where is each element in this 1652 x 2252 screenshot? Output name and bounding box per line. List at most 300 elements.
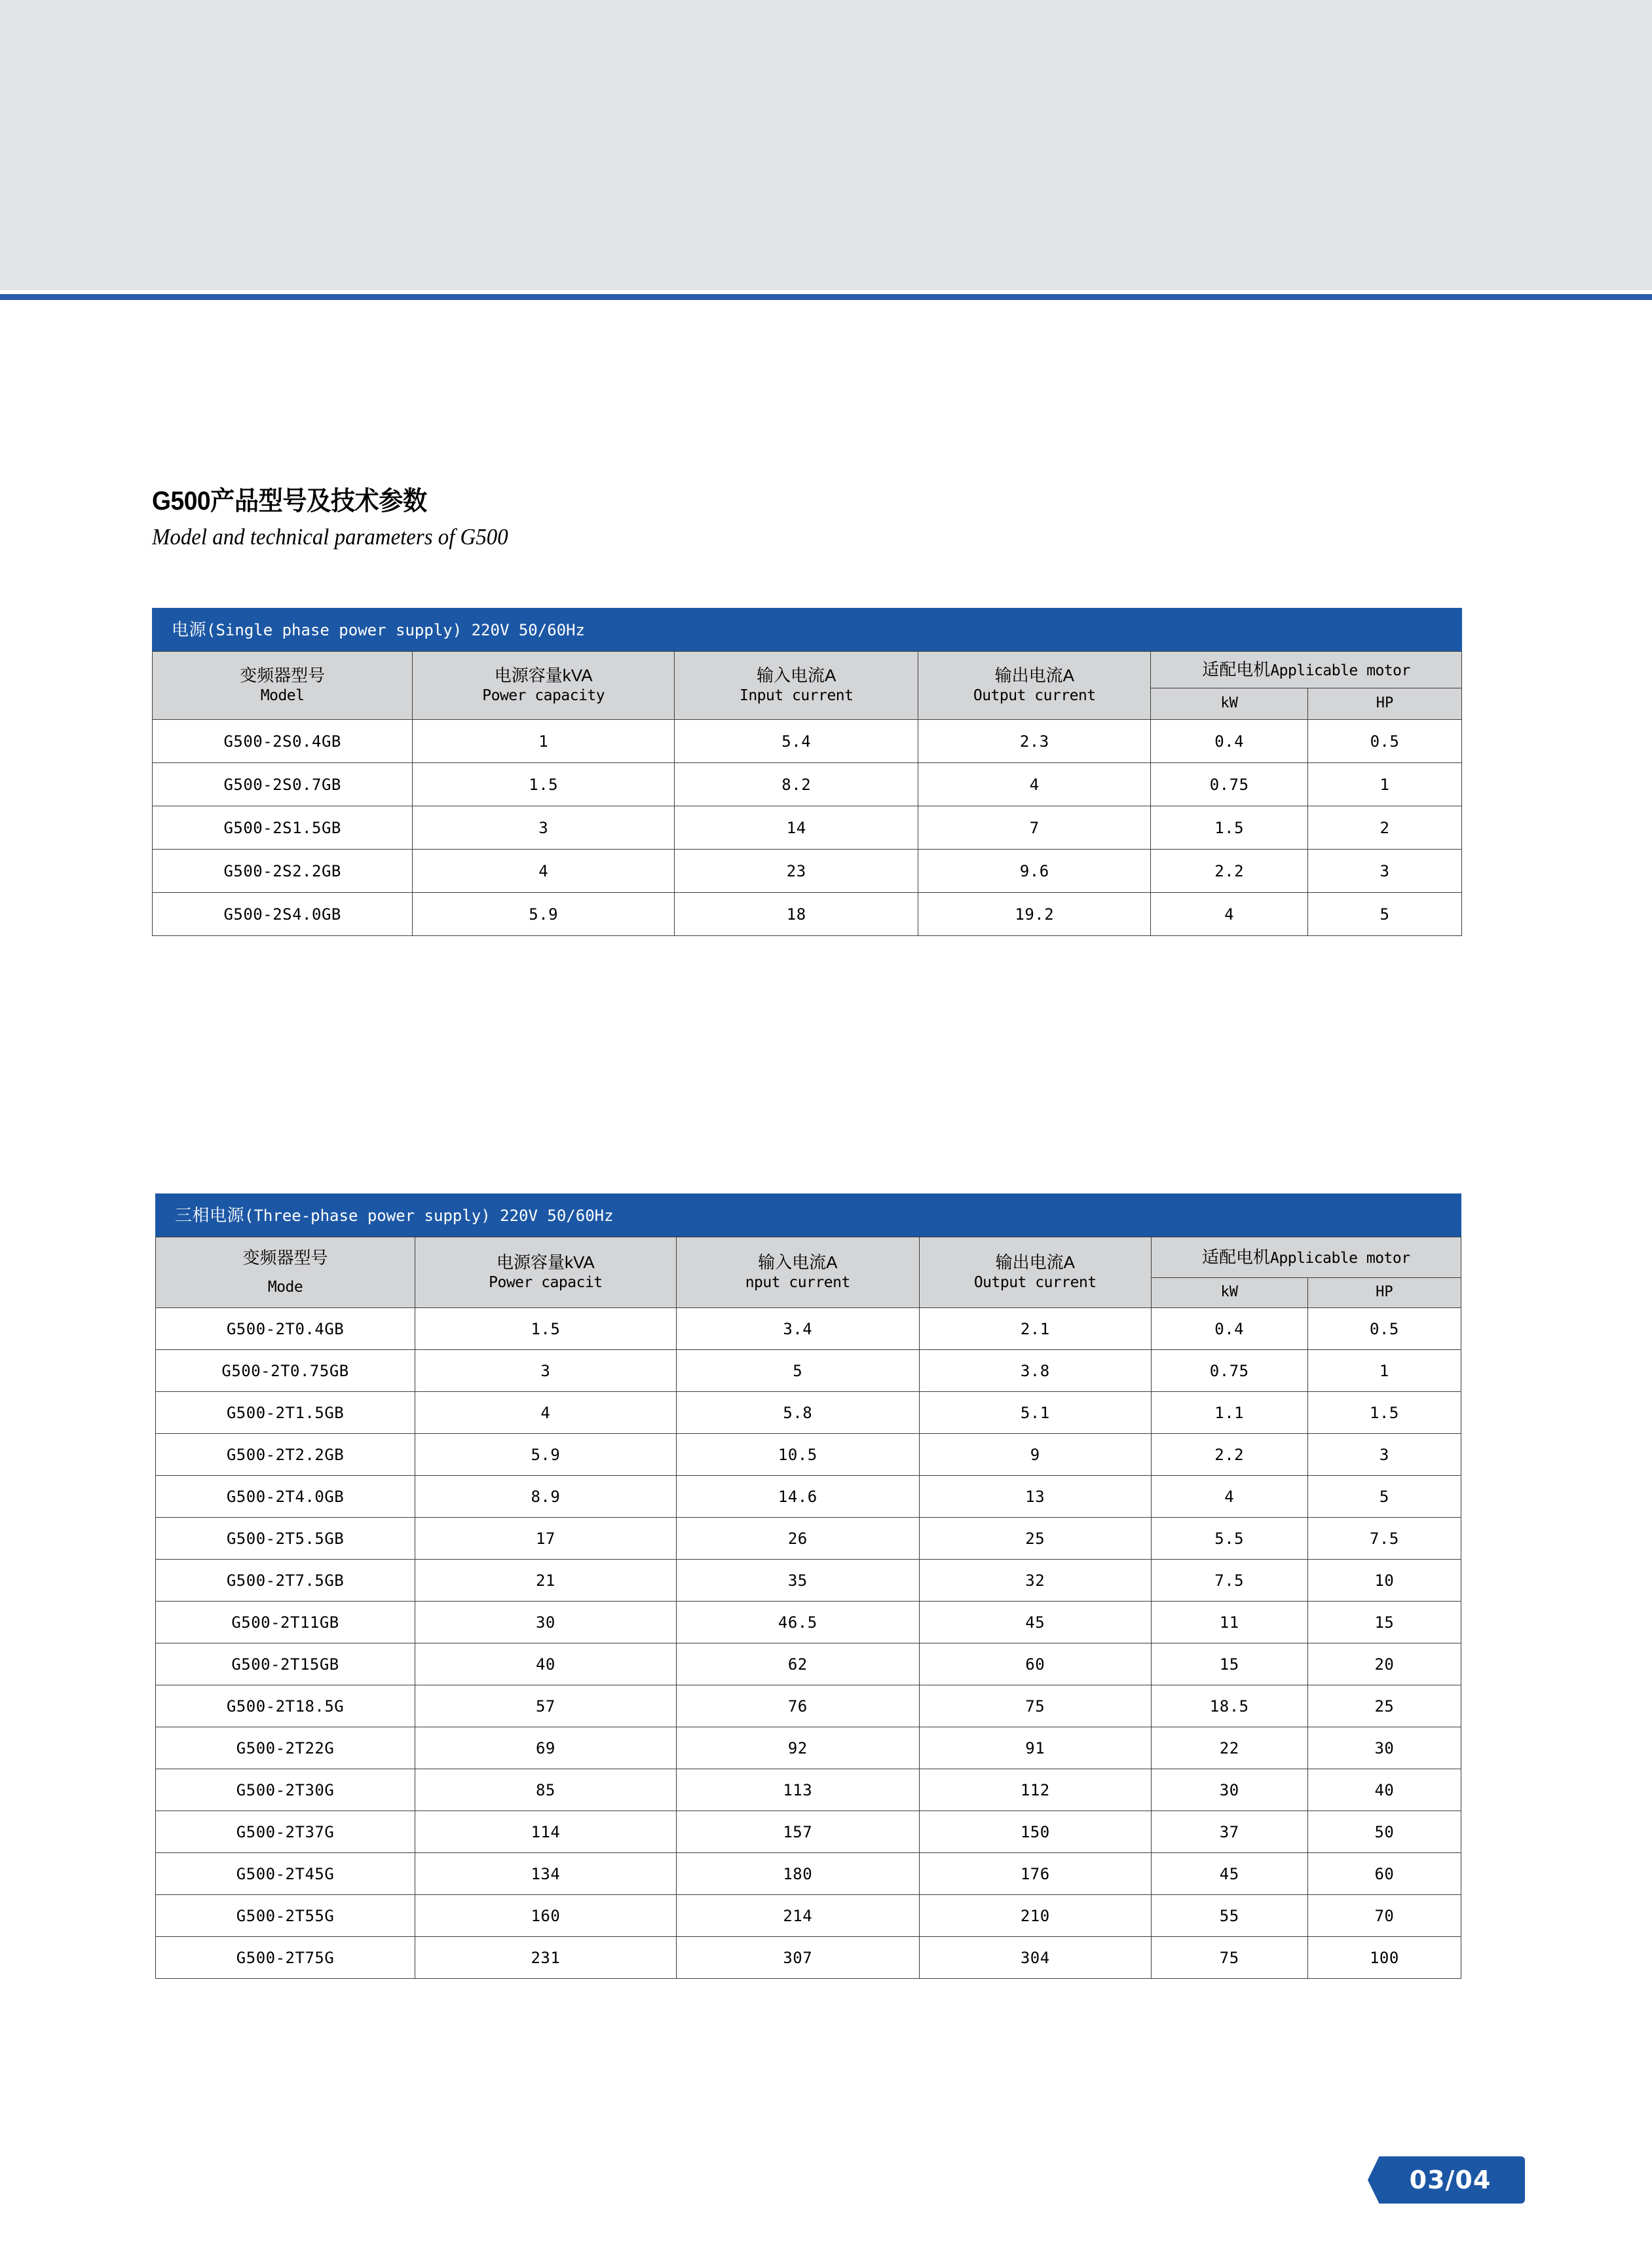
cell-hp [1307, 1727, 1461, 1769]
cell-kw-text: 2.2 [1214, 861, 1245, 880]
cell-model-text: G500-2T75G [236, 1948, 335, 1967]
cell-model [153, 763, 413, 806]
cell-input [676, 1308, 919, 1350]
cell-capacity-text: 57 [535, 1697, 555, 1716]
header-applicable-motor [1151, 652, 1462, 688]
cell-input-text: 113 [783, 1780, 813, 1799]
cell-input [675, 850, 918, 893]
cell-hp [1307, 1643, 1461, 1685]
cell-kw-text: 15 [1219, 1655, 1239, 1674]
cell-model-text: G500-2T22G [236, 1738, 335, 1757]
cell-model-text: G500-2S0.4GB [223, 732, 341, 751]
cell-input [676, 1769, 919, 1811]
cell-hp [1307, 1560, 1461, 1602]
cell-hp-text: 10 [1374, 1571, 1395, 1590]
cell-model [153, 806, 413, 850]
header-capacity-en: Power capacit [489, 1273, 603, 1291]
cell-output-text: 45 [1025, 1613, 1045, 1632]
cell-output-text: 2.3 [1019, 732, 1049, 751]
header-output-cn: 输出电流A [995, 1252, 1075, 1273]
cell-hp [1307, 1518, 1461, 1560]
table-row [153, 763, 1462, 806]
cell-input-text: 14 [786, 818, 806, 837]
page-title: G500产品型号及技术参数 [152, 487, 427, 516]
cell-output [919, 1308, 1151, 1350]
cell-hp-text: 100 [1369, 1948, 1399, 1967]
cell-hp [1308, 893, 1462, 936]
cell-capacity [415, 1643, 677, 1685]
cell-output-text: 304 [1020, 1948, 1050, 1967]
cell-output [919, 1685, 1151, 1727]
cell-output-text: 2.1 [1020, 1319, 1050, 1338]
cell-input [676, 1811, 919, 1853]
cell-model-text: G500-2T11GB [231, 1613, 339, 1632]
cell-model [156, 1602, 415, 1643]
cell-output [919, 1727, 1151, 1769]
cell-hp-text: 40 [1374, 1780, 1395, 1799]
header-capacity [415, 1237, 677, 1308]
cell-input [675, 806, 918, 850]
cell-model-text: G500-2S1.5GB [223, 818, 341, 837]
cell-kw [1151, 1350, 1307, 1392]
cell-kw-text: 4 [1224, 905, 1235, 924]
cell-capacity-text: 3 [540, 1361, 551, 1380]
cell-model-text: G500-2S0.7GB [223, 775, 341, 794]
cell-hp [1307, 1476, 1461, 1518]
cell-kw [1151, 806, 1308, 850]
cell-kw-text: 30 [1219, 1780, 1239, 1799]
cell-hp-text: 70 [1374, 1906, 1395, 1925]
cell-input [676, 1518, 919, 1560]
table-row [153, 720, 1462, 763]
cell-output [919, 1937, 1151, 1979]
cell-capacity [415, 1769, 677, 1811]
cell-output-text: 9 [1030, 1445, 1040, 1464]
cell-hp [1308, 720, 1462, 763]
cell-input-text: 46.5 [778, 1613, 817, 1632]
header-capacity-cn: 电源容量kVA [497, 1252, 595, 1273]
cell-kw [1151, 763, 1308, 806]
single-phase-table-title [152, 608, 1462, 651]
cell-input [675, 763, 918, 806]
top-banner [0, 0, 1652, 290]
cell-capacity [415, 1434, 677, 1476]
cell-input [676, 1895, 919, 1937]
cell-kw [1151, 893, 1308, 936]
header-applicable-motor [1151, 1237, 1461, 1278]
cell-model [153, 893, 413, 936]
table-row [156, 1308, 1461, 1350]
cell-kw-text: 11 [1219, 1613, 1239, 1632]
cell-capacity [415, 1308, 677, 1350]
header-model-cn: 变频器型号 [240, 666, 326, 686]
single-phase-table-block [152, 608, 1462, 936]
three-phase-title-tail: 220V 50/60Hz [500, 1207, 614, 1225]
cell-input [676, 1392, 919, 1434]
header-capacity-en: Power capacity [482, 686, 605, 704]
cell-output [919, 1392, 1151, 1434]
table-row [156, 1643, 1461, 1685]
cell-output [918, 806, 1151, 850]
table-header-row [153, 652, 1462, 688]
cell-input-text: 92 [787, 1738, 808, 1757]
table-row [156, 1434, 1461, 1476]
page-title-block [152, 485, 1200, 550]
cell-model-text: G500-2T4.0GB [226, 1487, 345, 1506]
cell-kw-text: 75 [1219, 1948, 1239, 1967]
cell-model [156, 1895, 415, 1937]
cell-capacity-text: 4 [538, 861, 549, 880]
cell-hp [1307, 1685, 1461, 1727]
cell-model [156, 1727, 415, 1769]
cell-model [156, 1392, 415, 1434]
cell-input-text: 5 [793, 1361, 803, 1380]
cell-kw-text: 45 [1219, 1864, 1239, 1883]
cell-capacity-text: 3 [538, 818, 549, 837]
cell-hp [1307, 1769, 1461, 1811]
cell-output [918, 720, 1151, 763]
cell-kw [1151, 1895, 1307, 1937]
cell-capacity-text: 40 [535, 1655, 555, 1674]
cell-model-text: G500-2T37G [236, 1822, 335, 1841]
table-row [156, 1350, 1461, 1392]
cell-capacity-text: 1.5 [529, 775, 559, 794]
table-row [156, 1853, 1461, 1895]
cell-model [156, 1434, 415, 1476]
cell-kw-text: 2.2 [1214, 1445, 1245, 1464]
cell-input-text: 180 [783, 1864, 813, 1883]
cell-model-text: G500-2T2.2GB [226, 1445, 345, 1464]
cell-input-text: 8.2 [781, 775, 812, 794]
single-phase-table [152, 651, 1462, 936]
cell-kw-text: 7.5 [1214, 1571, 1245, 1590]
cell-model [156, 1937, 415, 1979]
page-number-badge [1361, 2156, 1525, 2204]
cell-input [676, 1350, 919, 1392]
cell-kw-text: 18.5 [1209, 1697, 1249, 1716]
header-input-cn: 输入电流A [758, 1252, 838, 1273]
header-motor-cn: 适配电机 [1202, 1247, 1271, 1267]
single-phase-title-tail: 220V 50/60Hz [471, 621, 585, 639]
cell-input-text: 5.8 [783, 1403, 813, 1422]
cell-output-text: 25 [1025, 1529, 1045, 1548]
cell-input [676, 1602, 919, 1643]
cell-model-text: G500-2T30G [236, 1780, 335, 1799]
table-row [153, 806, 1462, 850]
cell-kw-text: 55 [1219, 1906, 1239, 1925]
cell-model [156, 1853, 415, 1895]
cell-hp-text: 30 [1374, 1738, 1395, 1757]
header-model-en: Model [260, 686, 305, 704]
cell-input [676, 1727, 919, 1769]
cell-model-text: G500-2T7.5GB [226, 1571, 345, 1590]
cell-model-text: G500-2T1.5GB [226, 1403, 345, 1422]
cell-capacity [415, 1811, 677, 1853]
cell-hp [1307, 1308, 1461, 1350]
cell-kw-text: 0.75 [1209, 775, 1249, 794]
cell-output [918, 893, 1151, 936]
cell-hp-text: 3 [1379, 1445, 1389, 1464]
cell-output [919, 1769, 1151, 1811]
three-phase-table-block [155, 1193, 1461, 1979]
header-output-cn: 输出电流A [994, 666, 1074, 686]
cell-capacity [415, 1685, 677, 1727]
single-phase-title-cn: 电源 [172, 620, 207, 639]
cell-input [676, 1643, 919, 1685]
cell-input [675, 720, 918, 763]
cell-model-text: G500-2S4.0GB [223, 905, 341, 924]
cell-output-text: 7 [1029, 818, 1040, 837]
page-number: 03/04 [1409, 2166, 1492, 2194]
cell-hp-text: 1.5 [1369, 1403, 1399, 1422]
cell-kw [1151, 1476, 1307, 1518]
header-input-en: nput current [745, 1273, 850, 1291]
cell-model [156, 1308, 415, 1350]
cell-model [156, 1769, 415, 1811]
cell-hp [1308, 806, 1462, 850]
cell-model-text: G500-2T55G [236, 1906, 335, 1925]
cell-capacity-text: 231 [531, 1948, 561, 1967]
cell-input [676, 1560, 919, 1602]
cell-hp-text: 0.5 [1369, 1319, 1399, 1338]
table-row [156, 1392, 1461, 1434]
header-capacity-cn: 电源容量kVA [494, 666, 593, 686]
cell-kw [1151, 1643, 1307, 1685]
cell-capacity-text: 69 [535, 1738, 555, 1757]
cell-capacity [415, 1727, 677, 1769]
header-model-cn: 变频器型号 [242, 1248, 328, 1268]
cell-kw [1151, 1392, 1307, 1434]
cell-hp [1307, 1350, 1461, 1392]
header-output-en: Output current [973, 1273, 1097, 1291]
cell-output-text: 19.2 [1015, 905, 1055, 924]
cell-model [156, 1476, 415, 1518]
three-phase-table [155, 1237, 1461, 1979]
header-model-en: Mode [267, 1278, 303, 1296]
cell-capacity [413, 893, 675, 936]
cell-hp-text: 25 [1374, 1697, 1395, 1716]
cell-capacity [413, 763, 675, 806]
header-model [153, 652, 413, 720]
cell-input [676, 1685, 919, 1727]
cell-input-text: 23 [786, 861, 806, 880]
cell-kw [1151, 720, 1308, 763]
cell-input-text: 62 [787, 1655, 808, 1674]
header-hp: HP [1307, 1278, 1461, 1308]
cell-kw [1151, 1434, 1307, 1476]
table-header-row [156, 1237, 1461, 1278]
cell-output-text: 13 [1025, 1487, 1045, 1506]
cell-hp-text: 7.5 [1369, 1529, 1399, 1548]
page-subtitle: Model and technical parameters of G500 [152, 524, 508, 550]
table-row [153, 893, 1462, 936]
cell-input-text: 214 [783, 1906, 813, 1925]
cell-kw [1151, 850, 1308, 893]
cell-kw [1151, 1602, 1307, 1643]
cell-input [676, 1476, 919, 1518]
cell-capacity-text: 160 [531, 1906, 561, 1925]
cell-capacity-text: 17 [535, 1529, 555, 1548]
cell-kw-text: 4 [1224, 1487, 1235, 1506]
cell-model [156, 1685, 415, 1727]
cell-output [918, 763, 1151, 806]
cell-hp-text: 3 [1380, 861, 1390, 880]
cell-capacity [415, 1602, 677, 1643]
cell-input [676, 1937, 919, 1979]
cell-capacity-text: 21 [535, 1571, 555, 1590]
cell-kw [1151, 1811, 1307, 1853]
cell-capacity [415, 1392, 677, 1434]
cell-capacity-text: 30 [535, 1613, 555, 1632]
cell-kw [1151, 1937, 1307, 1979]
three-phase-title-en: (Three-phase power supply) [244, 1207, 491, 1225]
cell-model-text: G500-2T0.75GB [221, 1361, 349, 1380]
cell-kw [1151, 1560, 1307, 1602]
cell-kw [1151, 1769, 1307, 1811]
header-output-current [918, 652, 1151, 720]
cell-input-text: 5.4 [781, 732, 812, 751]
cell-input-text: 157 [783, 1822, 813, 1841]
cell-output-text: 32 [1025, 1571, 1045, 1590]
table-row [156, 1769, 1461, 1811]
header-capacity [413, 652, 675, 720]
cell-kw-text: 0.75 [1209, 1361, 1249, 1380]
cell-hp [1307, 1392, 1461, 1434]
cell-model-text: G500-2S2.2GB [223, 861, 341, 880]
cell-output [919, 1853, 1151, 1895]
table-row [156, 1476, 1461, 1518]
cell-model [153, 720, 413, 763]
cell-input [676, 1853, 919, 1895]
cell-input-text: 26 [787, 1529, 808, 1548]
header-output-current [919, 1237, 1151, 1308]
cell-hp-text: 20 [1374, 1655, 1395, 1674]
cell-output-text: 9.6 [1019, 861, 1049, 880]
cell-capacity [413, 850, 675, 893]
table-row [153, 850, 1462, 893]
cell-hp-text: 1 [1379, 1361, 1389, 1380]
cell-kw [1151, 1727, 1307, 1769]
cell-capacity-text: 8.9 [531, 1487, 561, 1506]
cell-hp [1308, 763, 1462, 806]
cell-input-text: 76 [787, 1697, 808, 1716]
header-output-en: Output current [973, 686, 1096, 704]
cell-output [919, 1811, 1151, 1853]
cell-capacity-text: 85 [535, 1780, 555, 1799]
cell-output-text: 112 [1020, 1780, 1050, 1799]
cell-model-text: G500-2T15GB [231, 1655, 339, 1674]
cell-kw-text: 0.4 [1214, 732, 1245, 751]
single-phase-title-en: (Single phase power supply) [206, 621, 462, 639]
cell-kw [1151, 1685, 1307, 1727]
cell-hp-text: 5 [1379, 1487, 1389, 1506]
cell-capacity [415, 1937, 677, 1979]
cell-output-text: 91 [1025, 1738, 1045, 1757]
cell-input-text: 10.5 [778, 1445, 817, 1464]
header-kw: kW [1151, 688, 1308, 720]
cell-input-text: 18 [786, 905, 806, 924]
cell-output [919, 1602, 1151, 1643]
cell-hp [1307, 1895, 1461, 1937]
cell-output [919, 1895, 1151, 1937]
cell-model [156, 1560, 415, 1602]
header-input-cn: 输入电流A [757, 666, 836, 686]
three-phase-title-cn: 三相电源 [175, 1205, 245, 1225]
cell-kw-text: 1.1 [1214, 1403, 1245, 1422]
cell-hp-text: 5 [1380, 905, 1390, 924]
cell-model [156, 1518, 415, 1560]
cell-model-text: G500-2T18.5G [226, 1697, 345, 1716]
cell-hp-text: 50 [1374, 1822, 1395, 1841]
cell-kw [1151, 1853, 1307, 1895]
header-model [156, 1237, 415, 1308]
cell-hp [1308, 850, 1462, 893]
cell-capacity [415, 1518, 677, 1560]
cell-input-text: 35 [787, 1571, 808, 1590]
cell-capacity [413, 806, 675, 850]
table-row [156, 1518, 1461, 1560]
cell-capacity-text: 114 [531, 1822, 561, 1841]
cell-output-text: 210 [1020, 1906, 1050, 1925]
cell-model-text: G500-2T45G [236, 1864, 335, 1883]
cell-output-text: 176 [1020, 1864, 1050, 1883]
header-kw: kW [1151, 1278, 1307, 1308]
header-divider-rule [0, 294, 1652, 300]
table-row [156, 1937, 1461, 1979]
cell-output [919, 1643, 1151, 1685]
cell-capacity [415, 1350, 677, 1392]
cell-input-text: 3.4 [783, 1319, 813, 1338]
cell-kw-text: 0.4 [1214, 1319, 1245, 1338]
cell-model-text: G500-2T5.5GB [226, 1529, 345, 1548]
cell-hp [1307, 1853, 1461, 1895]
cell-output [919, 1560, 1151, 1602]
cell-input [676, 1434, 919, 1476]
cell-capacity-text: 5.9 [529, 905, 559, 924]
header-hp: HP [1308, 688, 1462, 720]
header-input-current [675, 652, 918, 720]
cell-hp-text: 2 [1380, 818, 1390, 837]
cell-output-text: 4 [1029, 775, 1040, 794]
table-row [156, 1602, 1461, 1643]
cell-output-text: 3.8 [1020, 1361, 1050, 1380]
table-row [156, 1727, 1461, 1769]
cell-output [919, 1434, 1151, 1476]
three-phase-table-body [156, 1308, 1461, 1979]
cell-capacity-text: 1 [538, 732, 549, 751]
cell-capacity [413, 720, 675, 763]
cell-model [156, 1811, 415, 1853]
cell-output-text: 5.1 [1020, 1403, 1050, 1422]
cell-capacity [415, 1853, 677, 1895]
cell-capacity [415, 1560, 677, 1602]
cell-capacity [415, 1476, 677, 1518]
cell-output-text: 75 [1025, 1697, 1045, 1716]
cell-capacity-text: 1.5 [531, 1319, 561, 1338]
cell-output [919, 1476, 1151, 1518]
header-input-current [676, 1237, 919, 1308]
cell-hp [1307, 1602, 1461, 1643]
header-input-en: Input current [739, 686, 854, 704]
cell-hp [1307, 1434, 1461, 1476]
cell-model [153, 850, 413, 893]
cell-output [919, 1350, 1151, 1392]
cell-output [919, 1518, 1151, 1560]
cell-kw [1151, 1308, 1307, 1350]
header-motor-en: Applicable motor [1270, 1249, 1410, 1267]
cell-hp-text: 1 [1380, 775, 1390, 794]
cell-hp-text: 15 [1374, 1613, 1395, 1632]
